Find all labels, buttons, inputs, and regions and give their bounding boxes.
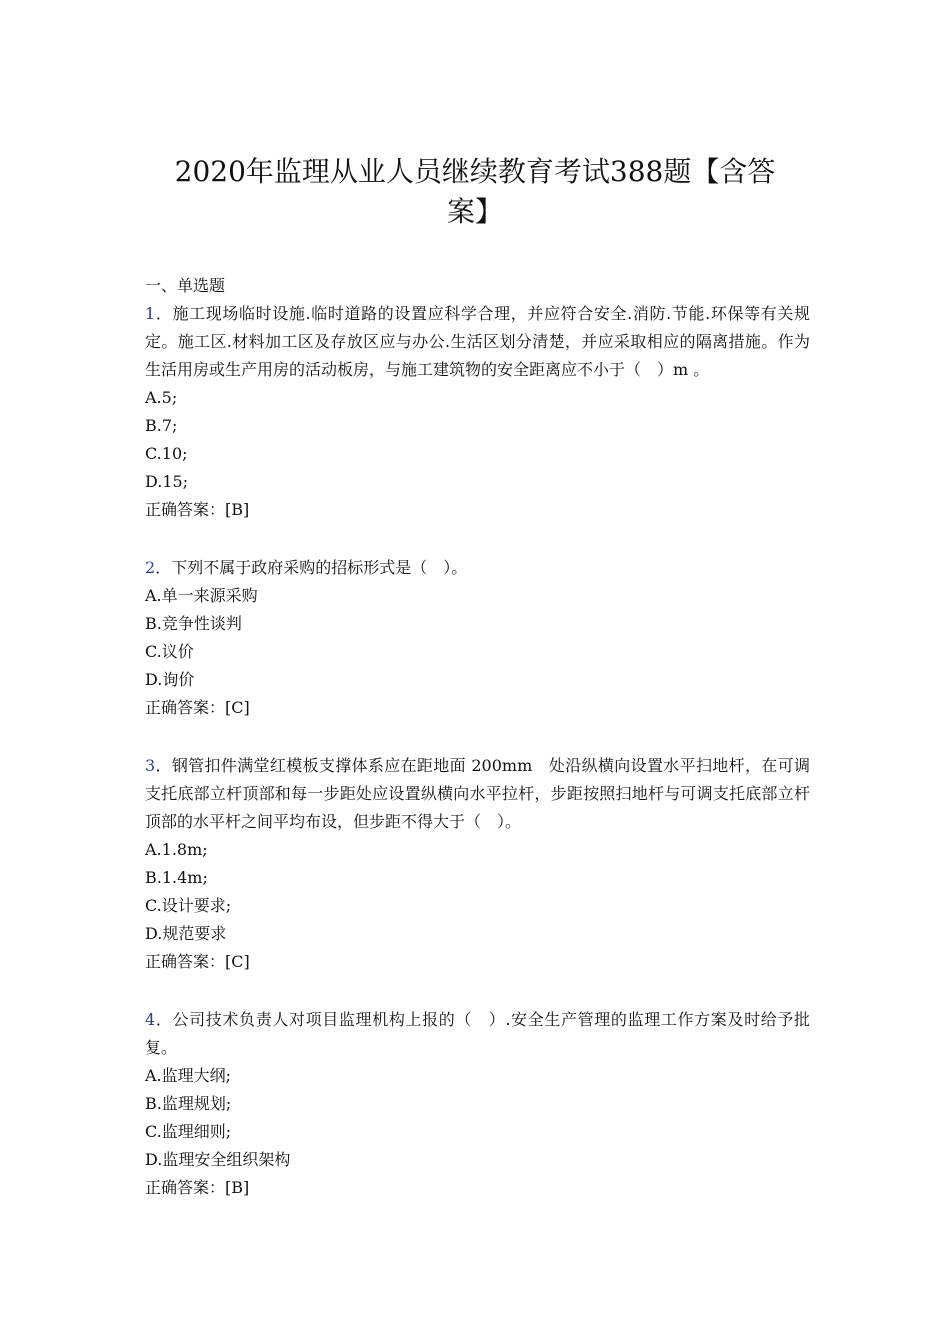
option-b: B.监理规划; (145, 1094, 232, 1113)
option-b: B.竞争性谈判 (145, 614, 242, 633)
question-number: 1 (145, 304, 156, 323)
question-stem (145, 1006, 810, 1062)
question-number: 4 (145, 1010, 156, 1029)
option-c: C.监理细则; (145, 1122, 232, 1141)
question-number: 3 (145, 756, 156, 775)
question-number: 2 (145, 558, 156, 577)
correct-answer: 正确答案：[C] (145, 952, 250, 971)
option-a: A.5; (145, 388, 178, 407)
section-heading: 一、单选题 (145, 276, 226, 295)
document-title: 2020年监理从业人员继续教育考试388题【含答案】 (174, 155, 776, 228)
question-4 (145, 1006, 810, 1202)
question-text: ．施工现场临时设施.临时道路的设置应科学合理，并应符合安全.消防.节能.环保等有关规定。施工区.材料加工区及存放区应与办公.生活区划分清楚，并应采取相应的隔离措施。作为生活用房或生产用房的活动板房，与施工建筑物的安全距离应不小于（ ）m 。 (145, 304, 810, 379)
question-text: ．钢管扣件满堂红模板支撑体系应在距地面 200mm 处沿纵横向设置水平扫地杆，在可调支托底部立杆顶部和每一步距处应设置纵横向水平拉杆，步距按照扫地杆与可调支托底部立杆顶部的水平杆之间平均布设，但步距不得大于（ ）。 (145, 756, 810, 831)
question-stem (145, 554, 810, 582)
option-a: A.监理大纲; (145, 1066, 232, 1085)
question-stem (145, 300, 810, 384)
option-a: A.1.8m; (145, 840, 208, 859)
question-2 (145, 554, 810, 722)
option-c: C.议价 (145, 642, 194, 661)
question-1 (145, 300, 810, 524)
question-text: ．下列不属于政府采购的招标形式是（ ）。 (155, 558, 468, 577)
question-stem (145, 752, 810, 836)
correct-answer: 正确答案：[C] (145, 698, 250, 717)
question-3 (145, 752, 810, 976)
question-text: ．公司技术负责人对项目监理机构上报的（ ）.安全生产管理的监理工作方案及时给予批复。 (145, 1010, 810, 1057)
option-d: D.15; (145, 472, 189, 491)
option-b: B.1.4m; (145, 868, 208, 887)
option-b: B.7; (145, 416, 178, 435)
option-d: D.询价 (145, 670, 195, 689)
option-d: D.规范要求 (145, 924, 227, 943)
option-c: C.设计要求; (145, 896, 232, 915)
option-c: C.10; (145, 444, 188, 463)
option-a: A.单一来源采购 (145, 586, 258, 605)
correct-answer: 正确答案：[B] (145, 1178, 250, 1197)
option-d: D.监理安全组织架构 (145, 1150, 291, 1169)
correct-answer: 正确答案：[B] (145, 500, 250, 519)
